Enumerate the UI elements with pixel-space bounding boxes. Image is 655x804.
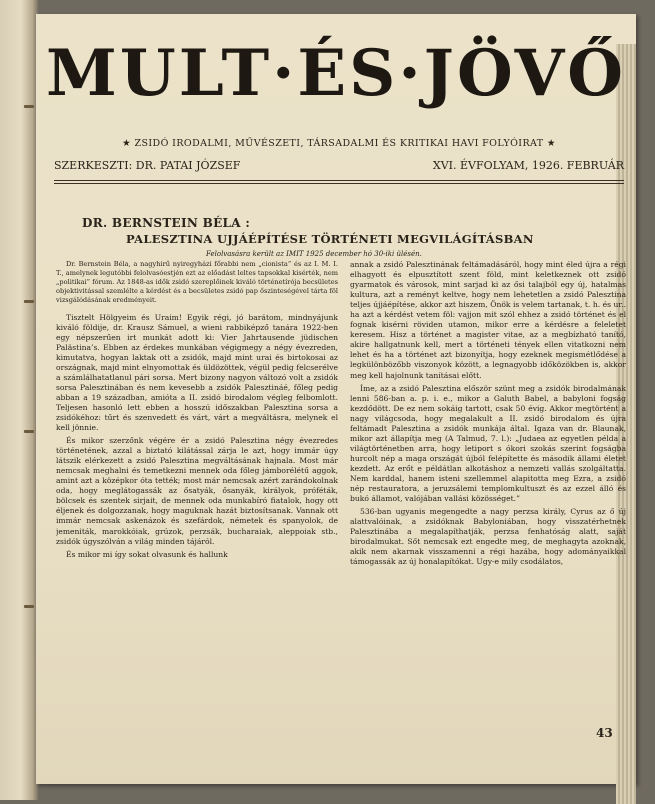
left-column: [56, 260, 338, 780]
article-title: PALESZTINA UJJÁÉPÍTÉSE TÖRTÉNETI MEGVILÁGÍTÁSBAN: [126, 232, 534, 246]
intro-paragraph: Dr. Bernstein Béla, a nagyhirű nyiregyházi főrabbi nem „cionista” és az I. M. I. T., amelynek legutóbbi felolvasóestjén ezt az előadást leltes tapsokkal kisérték, nem „politikai” fórum. Az 1848-as idők zsidó szereplőinek kiváló történetírója becsületes objektivitással szemlélte a kérdést és a becsületes zsidó pap őszinteségével tárta föl vizsgálódásának eredményeit.: [56, 260, 338, 304]
masthead-rule: [54, 183, 624, 184]
binding-stitch: [24, 605, 34, 608]
binding-stitch: [24, 430, 34, 433]
binding-stitch: [24, 300, 34, 303]
body-paragraph: Tisztelt Hölgyeim és Uraim! Egyik régi, jó barátom, mindnyájunk kiváló földije, dr. Krausz Sámuel, a wieni rabbiképző tanára 1922-ben egy népszerűen irt munkát adott ki: Vier Jahrtausende jüdischen Palästina’s. Ebben az érdekes munkában végigmegy a négy évezreden, kimutatva, hogyan laktak ott a zsidók, majd mint urai és birtokosai az országnak, majd mint elnyomottak és üldözöttek, végül pedig felcserélve a számlálhatatlanul pári sorsa. Mert bizony nagyon változó volt a zsidók sorsa Palesztinában és nem kevesebb a zsidók Palesztináé, főleg pedig abban a 19 században, amióta a II. zsidó birodalom végleg felbomlott. Teljesen hasonló lett ebben a hosszú időszakban Palesztina sorsa a zsidókéhoz: tűrt és szenvedett és várt, várt a megváltásra, melynek el kell jönnie.: [56, 312, 338, 433]
book-binding: [0, 0, 38, 800]
body-paragraph: Íme, az a zsidó Palesztina először szünt meg a zsidók birodalmának lenni 586-ban a. p. i. e., mikor a Galuth Babel, a babyloni fogság kezdődött. De ez nem sokáig tartott, csak 50 évig. Akkor megtörtént a nagy világcsoda, hogy megalakult a II. zsidó birodalom és újra feltámadt Palesztina a zsidók munkája által. Igaza van dr. Blaunak, mikor azt állapítja meg (A Talmud, 7. l.): „Judaea az egyetlen példa a világtörténetben arra, hogy letiport s ókori szokás szerint fogságba hurcolt nép a maga országát újból felépítette és második állami életet kezdett. Az erőt e példátlan alkotáshoz a nemzeti vallás szolgáltatta. Nem karddal, hanem isteni szellemmel alapitotta meg Ezra, a zsidó nép restauratora, a jeruzsálemi templomkultuszt és az ezzel álló és bukó államot, valójában vallási közösséget.”: [350, 383, 626, 504]
page-number: 43: [596, 726, 613, 740]
masthead-rule: [54, 180, 624, 181]
body-paragraph: 536-ban ugyanis megengedte a nagy perzsa király, Cyrus az ő új alattvalóinak, a zsidóknak Babyloniában, hogy visszatérhetnek Palesztinába a megalapíthatják, perzsa fenhatóság alatt, saját birodalmukat. Sőt nemcsak ezt engedte meg, de meghagyta azoknak, akik nem akarnak visszamenni a régi hazába, hogy adományaikkal támogassák az új honalapítókat. Ugy-e mily csodálatos,: [350, 507, 626, 567]
body-paragraph: annak a zsidó Palesztinának feltámadásáról, hogy mint éled újra a régi elhagyott és elpusztított szent föld, mint keletkeznek ott zsidó gyarmatok és városok, mint sarjad ki az ősi talajból egy új, hatalmas kultura, azt a reményt keltve, hogy nem lehetetlen a zsidó Palesztina teljes újjáépítése, akkor azt hiszem, Önök is velem tartanak, t. h. és ur.. ha azt a kérdést vetem föl: vajjon mit szól ehhez a zsidó történet és el fognak kisérni röviden utamon, mikor erre a kérdésre a feleletet keresem. Hisz a történet a magister vitae, az a megbízható tanító, akire hallgatnunk kell, mert a történeti tények ellen vitatkozni nem lehet és ha a történet azt bizonyítja, hogy ezeknek megismétlődése a legkülönbözőbb viszonyok között, a legnagyobb időközökben is, akkor meg kell hajolnunk tanításai előtt.: [350, 260, 626, 380]
editor-name: SZERKESZTI: DR. PATAI JÓZSEF: [54, 159, 241, 172]
article-note: Felolvasásra került az IMIT 1925 december hó 30-iki ülésén.: [206, 250, 422, 258]
masthead-editor-line: [54, 159, 624, 172]
body-paragraph: És mikor szerzőnk végére ér a zsidó Palesztina négy évezredes történetének, azzal a biztató kilátással zárja le azt, hogy immár úgy látszik elérkezett a zsidó Palesztina megváltásának hajnala. Most már nemcsak meghalni és temetkezni mennek oda főleg jámborélétű aggok, amint azt a középkor óta tették; most már nemcsak azért zarándokolnak oda, hogy meglátogassák az ősatyák, ősanyák, királyok, próféták, bölcsek és szentek sirjait, de mennek oda munkabíró fiatalok, hogy ott éljenek és dolgozzanak, hogy maguknak hazát biztosítsanak. Vannak ott immár nemcsak askenázok és szefárdok, németek és spanyolok, de jemeniták, marokkóiak, grúzok, perzsák, bucharaiak, aleppoiak stb., zsidók úgyszólván a világ minden tájáról.: [56, 436, 338, 546]
right-column: [350, 260, 626, 738]
masthead-title: MULT·ÉS·JÖVŐ: [46, 36, 626, 111]
masthead-subtitle: ★ ZSIDÓ IRODALMI, MŰVÉSZETI, TÁRSADALMI ÉS KRITIKAI HAVI FOLYÓIRAT ★: [122, 138, 556, 149]
body-paragraph: És mikor mi így sokat olvasunk és hallunk: [66, 549, 228, 559]
article-author: DR. BERNSTEIN BÉLA :: [82, 216, 251, 230]
binding-stitch: [24, 105, 34, 108]
magazine-page: [36, 14, 636, 784]
issue-info: XVI. ÉVFOLYAM, 1926. FEBRUÁR: [432, 159, 624, 172]
